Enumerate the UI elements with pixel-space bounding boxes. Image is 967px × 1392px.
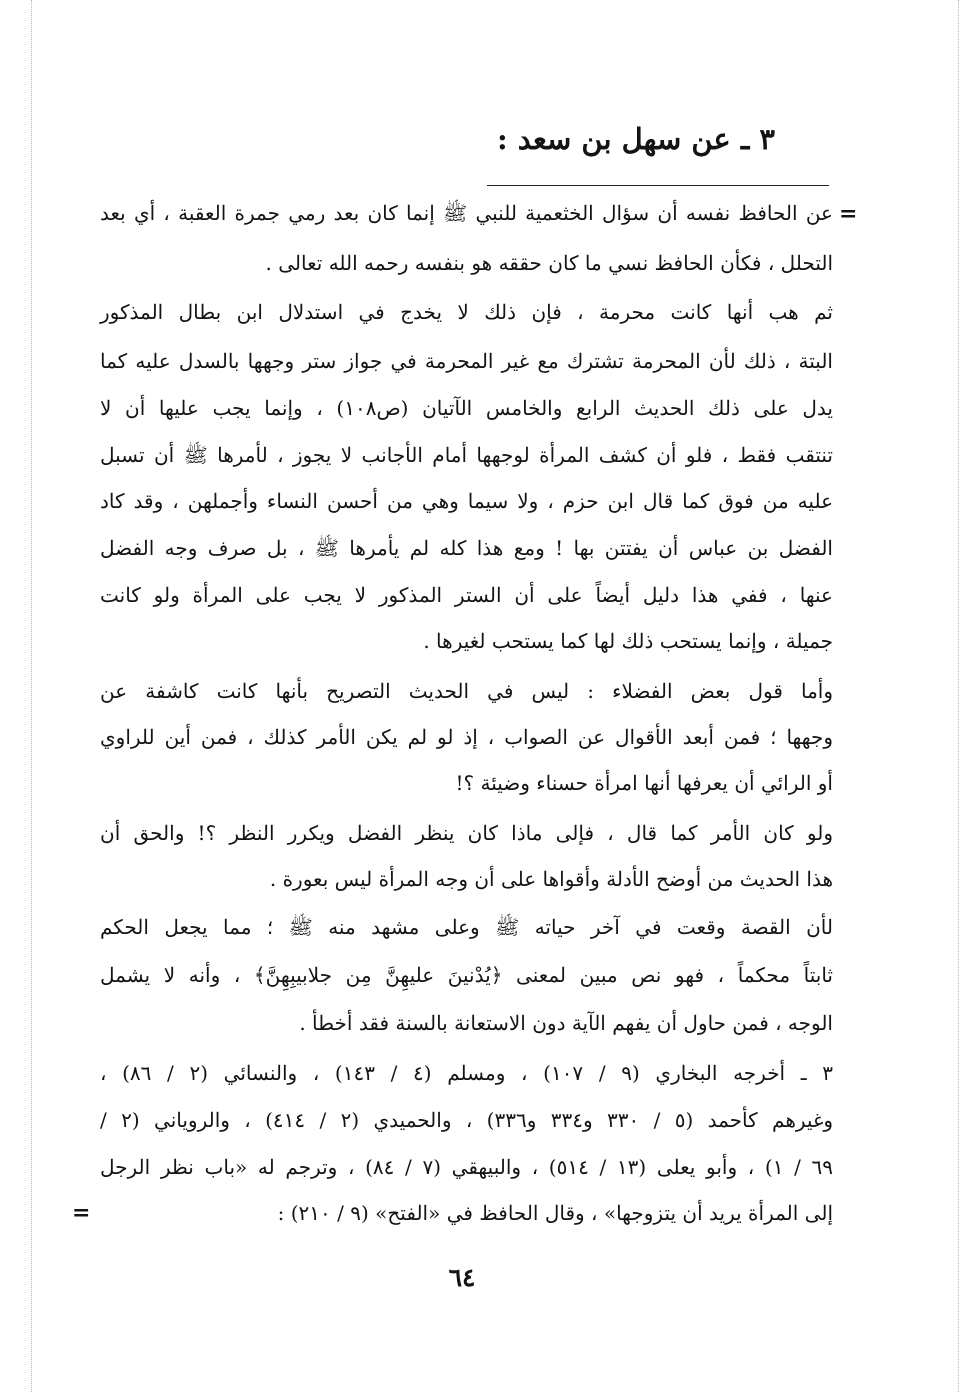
text-line-18: الوجه ، فمن حاول أن يفهم الآية دون الاستعانة بالسنة فقد أخطأ . <box>299 1011 833 1035</box>
text-line-15: هذا الحديث من أوضح الأدلة وأقواها على أن وجه المرأة ليس بعورة . <box>269 867 833 891</box>
heading-underline <box>487 185 829 186</box>
text-line-8: الفضل بن عباس أن يفتتن بها ! ومع هذا كله لم يأمرها ﷺ ، بل صرف وجه الفضل <box>100 536 833 560</box>
text-line-10: جميلة ، وإنما يستحب ذلك لها كما يستحب لغيرها . <box>423 629 833 653</box>
footnote-line-2: وغيرهم كأحمد (٥ / ٣٣٠ و٣٣٤ و٣٣٦) ، والحميدي (٢ / ٤١٤) ، والروياني (٢ / <box>100 1108 834 1132</box>
text-line-12: وجهها ؛ فمن أبعد الأقوال عن الصواب ، إذ لو لم يكن الأمر كذلك ، فمن أين للراوي <box>100 725 833 749</box>
footnote-line-4: إلى المرأة يريد أن يتزوجها» ، وقال الحافظ في «الفتح» (٩ / ٢١٠) : <box>277 1201 833 1225</box>
page-number: ٦٤ <box>448 1263 476 1292</box>
text-line-3: ثم هب أنها كانت محرمة ، فإن ذلك لا يخدج في استدلال ابن بطال المذكور <box>100 300 833 324</box>
text-line-4: البتة ، ذلك لأن المحرمة تشترك مع غير المحرمة في جواز ستر وجهها بالسدل عليه كما <box>100 349 833 373</box>
right-margin-guide <box>958 0 959 1392</box>
footnote-line-3: ٦٩ / ١) ، وأبو يعلى (١٣ / ٥١٤) ، والبيهقي (٧ / ٨٤) ، وترجم له «باب نظر الرجل <box>100 1155 834 1179</box>
text-line-7: عليه من فوق كما قال ابن حزم ، ولا سيما وهي من أحسن النساء وأجملهن ، وقد كاد <box>100 489 833 513</box>
text-line-11: وأما قول بعض الفضلاء : ليس في الحديث التصريح بأنها كانت كاشفة عن <box>100 679 833 703</box>
footnote-line-1: ٣ ـ أخرجه البخاري (٩ / ١٠٧) ، ومسلم (٤ / ١٤٣) ، والنسائي (٢ / ٨٦) ، <box>100 1061 834 1085</box>
text-line-14: ولو كان الأمر كما قال ، فإلى ماذا كان ينظر الفضل ويكرر النظر ؟! والحق أن <box>100 821 833 845</box>
text-line-2: التحلل ، فكأن الحافظ نسي ما كان حققه هو بنفسه رحمه الله تعالى . <box>265 251 833 275</box>
continuation-mark-bottom: = <box>72 1200 91 1226</box>
section-heading: ٣ ـ عن سهل بن سعد : <box>496 122 775 156</box>
text-line-9: عنها ، ففي هذا دليل أيضاً على أن الستر المذكور لا يجب على المرأة ولو كانت <box>100 583 833 607</box>
text-line-17: ثابتاً محكماً ، فهو نص مبين لمعنى ﴿يُدْنينَ عليهِنَّ مِن جلابيبِهِنَّ﴾ ، وأنه لا يشمل <box>100 963 833 987</box>
text-line-5: يدل على ذلك الحديث الرابع والخامس الآتيان (ص١٠٨) ، وإنما يجب عليها أن لا <box>100 396 833 420</box>
text-line-1: عن الحافظ نفسه أن سؤال الخثعمية للنبي ﷺ إنما كان بعد رمي جمرة العقبة ، أي بعد <box>100 201 833 225</box>
left-margin-guide <box>31 0 32 1392</box>
text-line-13: أو الرائي أن يعرفها أنها امرأة حسناء وضيئة ؟! <box>455 771 833 795</box>
text-line-16: لأن القصة وقعت في آخر حياته ﷺ وعلى مشهد منه ﷺ ؛ مما يجعل الحكم <box>100 915 833 939</box>
text-line-6: تنتقب فقط ، فلو أن كشف المرأة لوجهها أمام الأجانب لا يجوز ، لأمرها ﷺ أن تسبل <box>100 443 833 467</box>
continuation-mark-top: = <box>839 201 858 227</box>
